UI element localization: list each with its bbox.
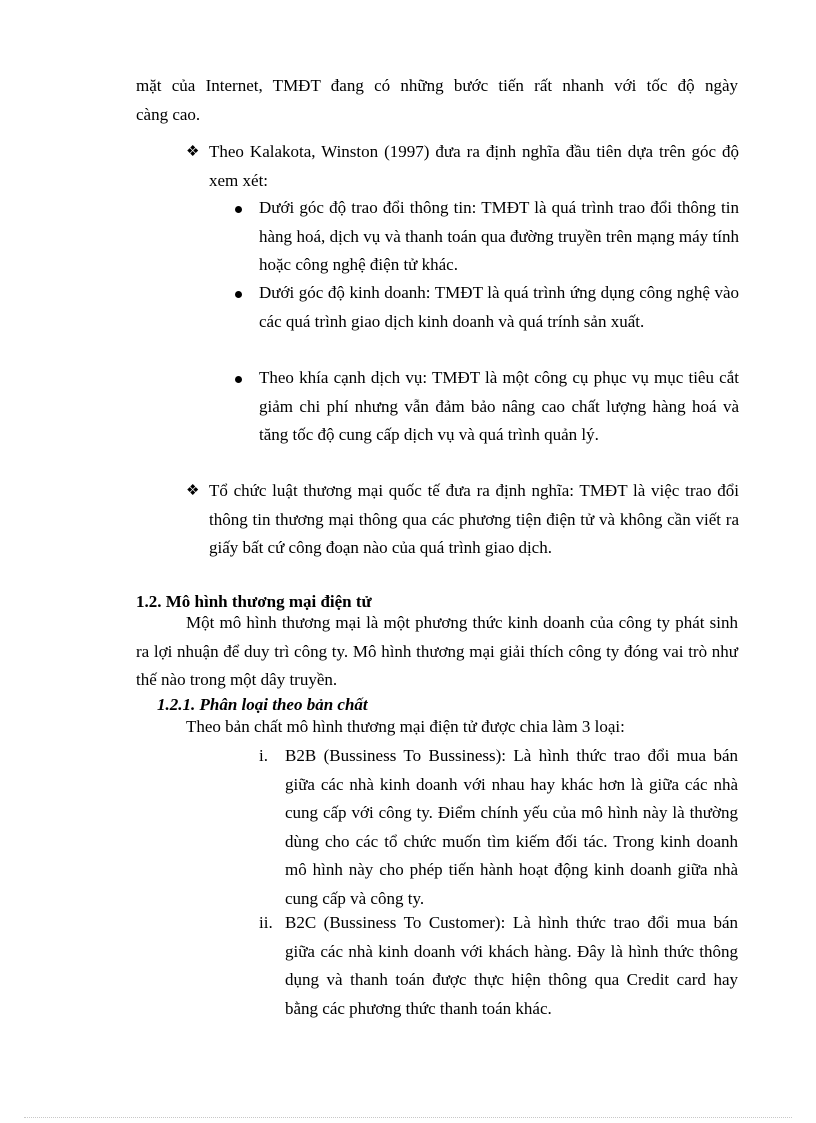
list-item: B2C (Bussiness To Customer): Là hình thức trao đổi mua bán giữa các nhà kinh doanh với khách hàng. Đây là hình thức thông dụng và thanh toán được thực hiện thông qua Credit card hay bằng các phương thức thanh toán khác. — [285, 913, 738, 1018]
bullet-item: Theo khía cạnh dịch vụ: TMĐT là một công cụ phục vụ mục tiêu cắt giảm chi phí nhưng vẫn đảm bảo nâng cao chất lượng hàng hoá và tăng tốc độ cung cấp dịch vụ và quá trình quản lý. — [259, 368, 739, 444]
subsection-intro: Theo bản chất mô hình thương mại điện tử được chia làm 3 loại: — [186, 717, 625, 736]
subsection-heading: 1.2.1. Phân loại theo bản chất — [157, 695, 368, 714]
diamond-bullet-icon: ❖ — [186, 483, 200, 499]
bullet-dot-icon — [235, 376, 242, 383]
page-bottom-divider — [24, 1117, 792, 1118]
kalakota-definition: Theo Kalakota, Winston (1997) đưa ra định nghĩa đầu tiên dựa trên góc độ xem xét: — [209, 142, 739, 190]
org-definition: Tổ chức luật thương mại quốc tế đưa ra định nghĩa: TMĐT là việc trao đổi thông tin thương mại thông qua các phương tiện điện tử và không cần viết ra giấy bất cứ công đoạn nào của quá trình giao dịch. — [209, 481, 739, 557]
diamond-bullet-icon: ❖ — [186, 144, 200, 160]
bullet-item: Dưới góc độ kinh doanh: TMĐT là quá trình ứng dụng công nghệ vào các quá trình giao dịch kinh doanh và quá trính sản xuất. — [259, 283, 739, 331]
bullet-dot-icon — [235, 206, 242, 213]
list-item: B2B (Bussiness To Bussiness): Là hình thức trao đổi mua bán giữa các nhà kinh doanh với nhau hay khác hơn là giữa các nhà cung cấp với công ty. Điểm chính yếu của mô hình này là thường dùng cho các tổ chức muốn tìm kiếm đối tác. Trong kinh doanh mô hình này cho phép tiến hành hoạt động kinh doanh giữa nhà cung cấp và công ty. — [285, 746, 738, 908]
intro-line-2: càng cao. — [136, 105, 201, 124]
list-marker: i. — [259, 746, 268, 765]
intro-line-1: mặt của Internet, TMĐT đang có những bước tiến rất nhanh với tốc độ ngày — [136, 76, 738, 95]
bullet-item: Dưới góc độ trao đổi thông tin: TMĐT là quá trình trao đổi thông tin hàng hoá, dịch vụ và thanh toán qua đường truyền trên mạng máy tính hoặc công nghệ điện tử khác. — [259, 198, 739, 274]
bullet-dot-icon — [235, 291, 242, 298]
list-marker: ii. — [259, 913, 273, 932]
section-heading: 1.2. Mô hình thương mại điện tử — [136, 592, 372, 611]
section-body: Một mô hình thương mại là một phương thức kinh doanh của công ty phát sinh ra lợi nhuận để duy trì công ty. Mô hình thương mại giải thích công ty đóng vai trò như thế nào trong một dây truyền. — [136, 613, 738, 689]
